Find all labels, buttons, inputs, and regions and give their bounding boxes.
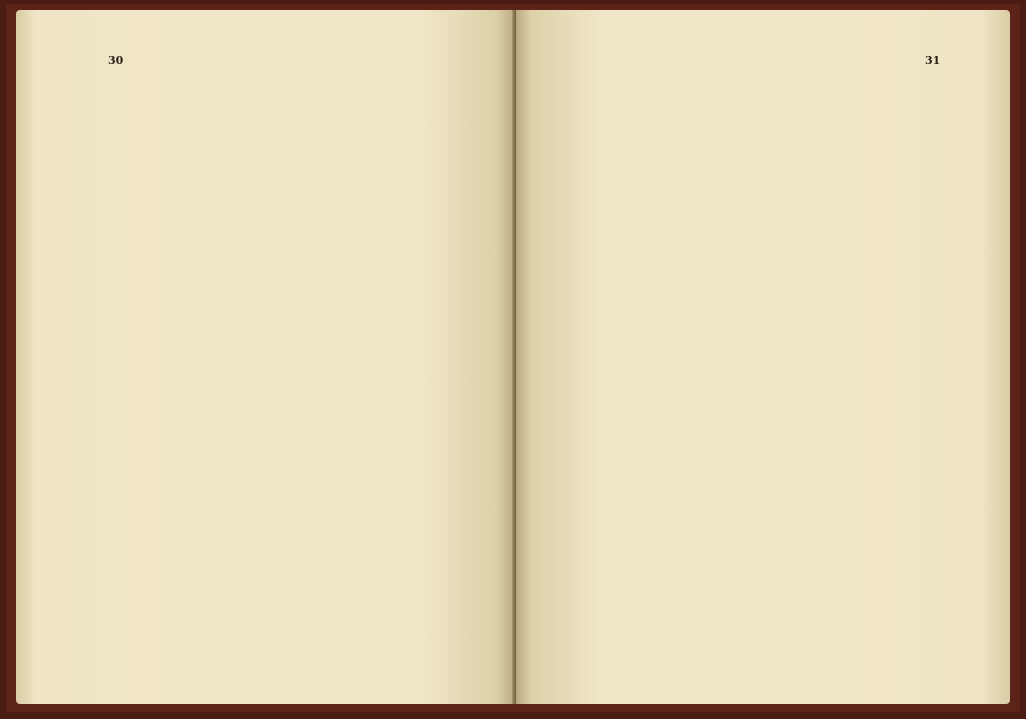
right-page <box>516 10 1010 704</box>
page-number-right: 31 <box>925 54 941 67</box>
book-spread <box>6 4 1020 712</box>
left-page <box>16 10 516 704</box>
page-number-left: 30 <box>108 54 124 67</box>
